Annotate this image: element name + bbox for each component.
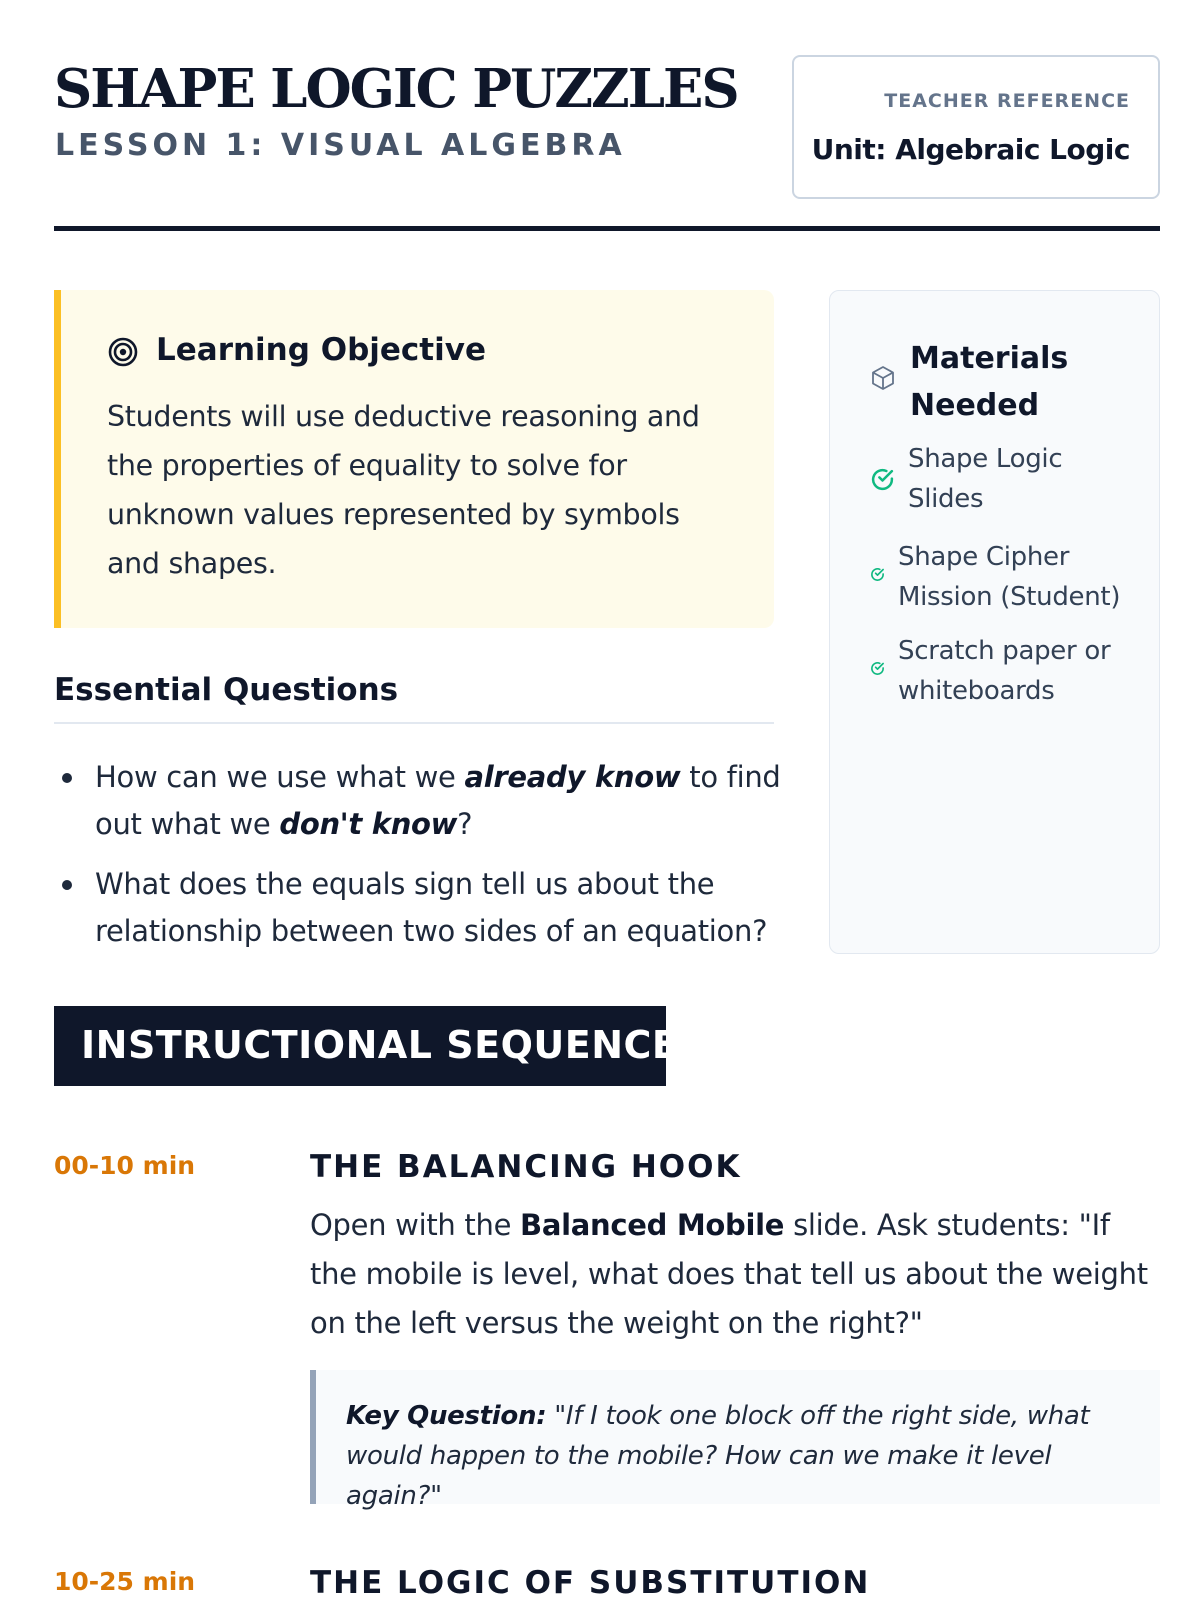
essential-questions-heading: Essential Questions: [54, 672, 399, 708]
essential-questions-list: [54, 754, 784, 968]
objective-heading: Learning Objective: [156, 332, 486, 368]
teacher-reference-box: [792, 55, 1160, 199]
reference-label: TEACHER REFERENCE: [884, 90, 1130, 112]
question-text: How can we use what we: [95, 760, 465, 794]
essential-questions-divider: [54, 722, 774, 724]
cube-icon: [870, 365, 896, 391]
check-circle-icon: [870, 567, 885, 582]
question-text: ?: [457, 807, 473, 841]
materials-heading: Materials Needed: [910, 341, 1069, 423]
key-question-callout: [310, 1370, 1160, 1511]
question-text: to find out what we: [95, 760, 781, 841]
page-header: [54, 52, 1160, 236]
learning-objective-card: [54, 290, 774, 628]
list-item: [54, 861, 784, 955]
step-description: [310, 1201, 1160, 1348]
step-text: slide. Ask students: "If the mobile is level, what does that tell us about the weight on the left versus the weight on the right?": [310, 1208, 1148, 1340]
step-title: THE BALANCING HOOK: [310, 1149, 742, 1185]
check-circle-icon: [870, 467, 895, 492]
list-item: [54, 754, 784, 848]
header-divider: [54, 226, 1160, 231]
objective-text: Students will use deductive reasoning and the properties of equality to solve for unknown values represented by symbols and shapes.: [107, 400, 700, 580]
reference-unit: Unit: Algebraic Logic: [811, 133, 1130, 166]
check-circle-icon: [870, 661, 885, 676]
instructional-sequence-banner: INSTRUCTIONAL SEQUENCE: [54, 1006, 666, 1086]
bullet-icon: [62, 773, 72, 783]
material-label: Shape Logic Slides: [908, 444, 1063, 514]
material-label: Shape Cipher Mission (Student): [898, 542, 1121, 612]
step-text: Open with the: [310, 1208, 521, 1242]
materials-card: [829, 290, 1160, 954]
target-icon: [108, 337, 138, 367]
key-question-text: "If I took one block off the right side, what would happen to the mobile? How can we make it level again?": [346, 1401, 1090, 1511]
step-emphasis: Balanced Mobile: [520, 1208, 785, 1242]
step-time: 10-25 min: [54, 1567, 196, 1596]
page-title: SHAPE LOGIC PUZZLES: [54, 58, 738, 120]
bullet-icon: [62, 880, 72, 890]
material-label: Scratch paper or whiteboards: [898, 636, 1111, 706]
question-text: What does the equals sign tell us about the relationship between two sides of an equation?: [95, 867, 768, 948]
step-title: THE LOGIC OF SUBSTITUTION: [310, 1565, 871, 1600]
question-emphasis: don't know: [279, 807, 458, 841]
lesson-subtitle: LESSON 1: VISUAL ALGEBRA: [55, 128, 626, 163]
key-question-label: Key Question:: [346, 1401, 547, 1431]
question-emphasis: already know: [464, 760, 681, 794]
step-time: 00-10 min: [54, 1151, 196, 1180]
